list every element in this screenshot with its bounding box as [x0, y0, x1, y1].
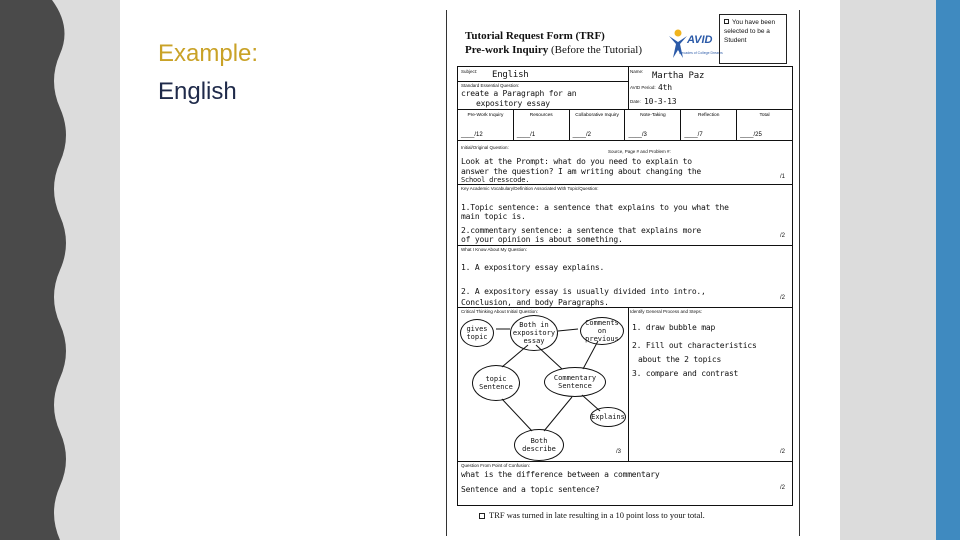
- confusion-label: Question From Point of Confusion:: [461, 463, 531, 468]
- score-cell: Pre-Work Inquiry ____/12: [458, 110, 514, 140]
- score-cell: Reflection ____/7: [681, 110, 737, 140]
- slide-subject: English: [158, 78, 237, 105]
- know-line1: 1. A expository essay explains.: [461, 263, 605, 272]
- subject-label: Subject:: [461, 69, 478, 74]
- step-2-cont: about the 2 topics: [638, 355, 722, 364]
- know-score: /2: [780, 295, 786, 301]
- selected-student-box: You have been selected to be a Student: [719, 14, 787, 64]
- scanned-form: [446, 10, 800, 536]
- form-body: [457, 66, 793, 506]
- scalloped-edge: [0, 0, 120, 540]
- bubble-gives-topic: gives topic: [460, 319, 494, 347]
- date-value: 10-3-13: [644, 97, 677, 106]
- name-value: Martha Paz: [652, 71, 705, 81]
- avid-figure-icon: [667, 28, 689, 60]
- avid-logo-text: AVID: [687, 34, 713, 46]
- bubble-both-in-essay: Both in expository essay: [510, 315, 558, 351]
- step-1: 1. draw bubble map: [632, 323, 716, 332]
- score-columns: [458, 109, 792, 141]
- vocab-label: Key Academic Vocabulary/Definition Associated With Topic/Question:: [461, 186, 599, 191]
- know-label: What I Know About My Question:: [461, 247, 528, 252]
- left-decorative-band: [0, 0, 120, 540]
- know-line3: Conclusion, and body Paragraphs.: [461, 298, 609, 307]
- initial-question-line1: Look at the Prompt: what do you need to explain to: [461, 157, 692, 166]
- critical-score-right: /2: [780, 449, 786, 455]
- seq-value-line1: create a Paragraph for an: [461, 89, 577, 98]
- vocab-line1: 1.Topic sentence: a sentence that explains to you what the: [461, 203, 729, 212]
- score-cell: Resources ____/1: [514, 110, 570, 140]
- bubble-commentary-sentence: Commentary Sentence: [544, 367, 606, 397]
- avid-logo-tagline: Decades of College Dreams: [679, 51, 723, 55]
- seq-value-line2: expository essay: [476, 99, 550, 108]
- critical-label: Critical Thinking About Initial Question:: [461, 309, 538, 314]
- date-label: Date:: [630, 99, 641, 104]
- score-cell: Total ____/25: [740, 113, 770, 138]
- vocab-line3: 2.commentary sentence: a sentence that explains more: [461, 226, 702, 235]
- late-penalty-note: TRF was turned in late resulting in a 10 point loss to your total.: [479, 510, 705, 520]
- step-3: 3. compare and contrast: [632, 369, 739, 378]
- step-2: 2. Fill out characteristics: [632, 341, 757, 350]
- source-label: Source, Page # and Problem #:: [608, 149, 671, 154]
- initial-question-score: /1: [780, 174, 786, 180]
- bubble-both-describe: Both describe: [514, 429, 564, 461]
- score-cell: Note-Taking ____/3: [625, 110, 681, 140]
- checkbox-icon: [479, 513, 485, 519]
- bubble-comments-on-previous: Comments on previous: [580, 317, 624, 345]
- seq-label: Standard Essential Question:: [461, 83, 520, 88]
- bubble-explains: Explains: [590, 407, 626, 427]
- critical-score-left: /3: [616, 449, 622, 455]
- subject-value: English: [492, 70, 529, 80]
- initial-question-label: Initial/Original Question:: [461, 145, 509, 150]
- blue-accent-stripe: [936, 0, 960, 540]
- bubble-topic-sentence: topic Sentence: [472, 365, 520, 401]
- avid-logo: [665, 26, 723, 62]
- initial-question-line2: answer the question? I am writing about changing the: [461, 167, 702, 176]
- form-title: Tutorial Request Form (TRF): [465, 30, 605, 42]
- steps-label: Identify General Process and Steps:: [630, 309, 703, 314]
- vocab-line4: of your opinion is about something.: [461, 235, 623, 244]
- checkbox-icon: [724, 19, 729, 24]
- confusion-line2: Sentence and a topic sentence?: [461, 485, 600, 494]
- period-label: AVID Period:: [630, 85, 656, 90]
- confusion-line1: what is the difference between a commentary: [461, 470, 660, 479]
- slide-title: Example:: [158, 40, 259, 67]
- know-line2: 2. A expository essay is usually divided into intro.,: [461, 287, 706, 296]
- vocab-line2: main topic is.: [461, 212, 526, 221]
- score-cell: Collaborative Inquiry ____/2: [570, 110, 626, 140]
- period-value: 4th: [658, 83, 672, 92]
- vocab-score: /2: [780, 233, 786, 239]
- initial-question-line3: School dresscode.: [461, 176, 530, 184]
- right-decorative-band: [840, 0, 936, 540]
- name-label: Name:: [630, 69, 644, 74]
- form-subtitle: Pre-work Inquiry (Before the Tutorial): [465, 44, 643, 56]
- confusion-score: /2: [780, 485, 786, 491]
